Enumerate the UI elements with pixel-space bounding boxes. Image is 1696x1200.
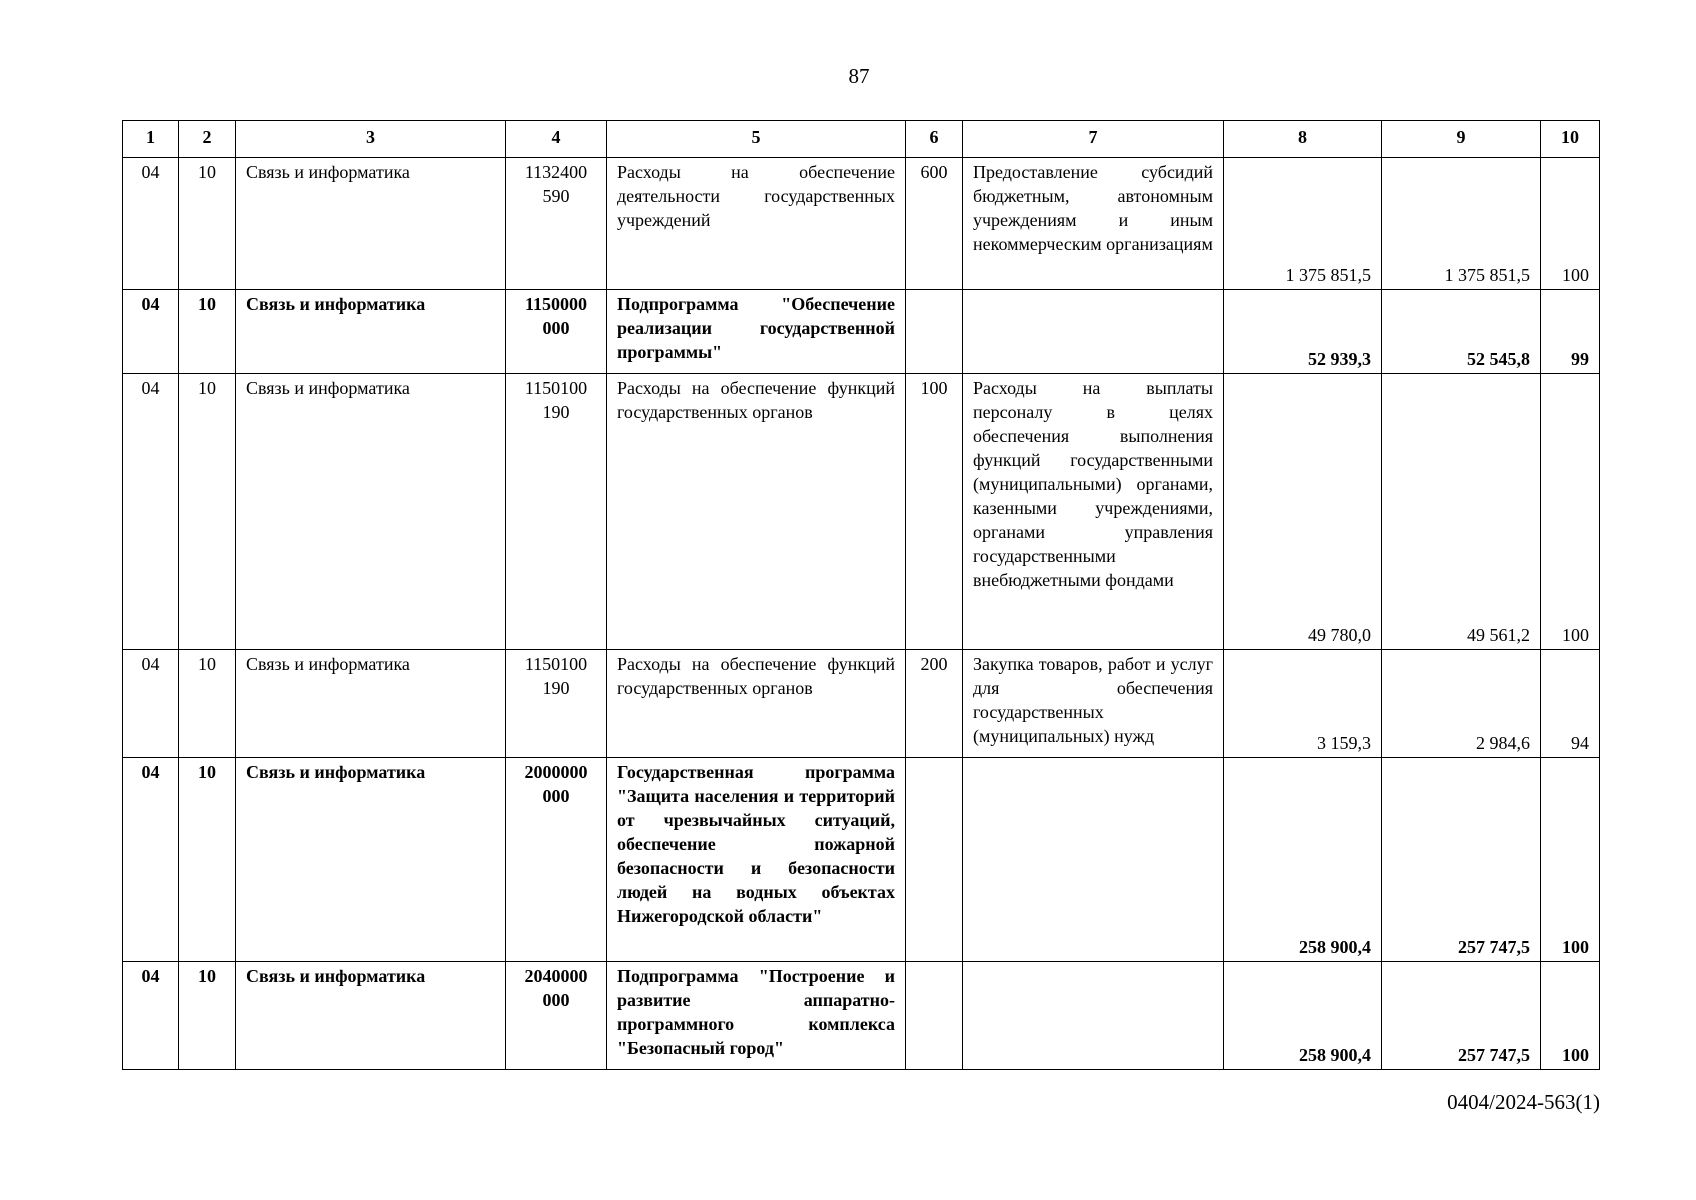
actual-amount: 52 545,8 xyxy=(1382,290,1541,374)
target-article-name: Расходы на обеспечение деятельности государственных учреждений xyxy=(607,158,906,290)
execution-percent: 100 xyxy=(1541,758,1600,962)
table-row xyxy=(123,650,1600,758)
actual-amount: 1 375 851,5 xyxy=(1382,158,1541,290)
page-number: 87 xyxy=(848,64,870,88)
section-code: 04 xyxy=(123,374,179,650)
planned-amount: 1 375 851,5 xyxy=(1224,158,1382,290)
section-name: Связь и информатика xyxy=(236,962,506,1070)
section-name: Связь и информатика xyxy=(236,290,506,374)
section-code: 04 xyxy=(123,650,179,758)
section-name: Связь и информатика xyxy=(236,758,506,962)
planned-amount: 258 900,4 xyxy=(1224,758,1382,962)
header-cell: 5 xyxy=(607,121,906,158)
table-row xyxy=(123,158,1600,290)
subsection-code: 10 xyxy=(179,962,236,1070)
execution-percent: 100 xyxy=(1541,374,1600,650)
execution-percent: 100 xyxy=(1541,962,1600,1070)
header-cell: 8 xyxy=(1224,121,1382,158)
target-article-name: Подпрограмма "Построение и развитие аппаратно-программного комплекса "Безопасный город" xyxy=(607,962,906,1070)
expense-type-name: Закупка товаров, работ и услуг для обеспечения государственных (муниципальных) нужд xyxy=(963,650,1224,758)
target-article-name: Государственная программа "Защита населения и территорий от чрезвычайных ситуаций, обеспечение пожарной безопасности и безопасности людей на водных объектах Нижегородской области" xyxy=(607,758,906,962)
execution-percent: 100 xyxy=(1541,158,1600,290)
target-article-code: 2000000 000 xyxy=(506,758,607,962)
table-row xyxy=(123,290,1600,374)
subsection-code: 10 xyxy=(179,290,236,374)
section-name: Связь и информатика xyxy=(236,158,506,290)
target-article-code: 1150100 190 xyxy=(506,374,607,650)
header-cell: 10 xyxy=(1541,121,1600,158)
target-article-name: Расходы на обеспечение функций государственных органов xyxy=(607,650,906,758)
header-cell: 3 xyxy=(236,121,506,158)
section-name: Связь и информатика xyxy=(236,374,506,650)
table-row xyxy=(123,374,1600,650)
header-cell: 7 xyxy=(963,121,1224,158)
target-article-name: Расходы на обеспечение функций государственных органов xyxy=(607,374,906,650)
target-article-code: 1132400 590 xyxy=(506,158,607,290)
actual-amount: 2 984,6 xyxy=(1382,650,1541,758)
header-cell: 6 xyxy=(906,121,963,158)
expense-type-name: Расходы на выплаты персоналу в целях обеспечения выполнения функций государственными (муниципальными) органами, казенными учреждениями, органами управления государственными внебюджетными фондами xyxy=(963,374,1224,650)
subsection-code: 10 xyxy=(179,758,236,962)
expense-type-name xyxy=(963,290,1224,374)
header-cell: 2 xyxy=(179,121,236,158)
expense-type-code: 100 xyxy=(906,374,963,650)
section-name: Связь и информатика xyxy=(236,650,506,758)
section-code: 04 xyxy=(123,158,179,290)
subsection-code: 10 xyxy=(179,158,236,290)
target-article-code: 2040000 000 xyxy=(506,962,607,1070)
planned-amount: 3 159,3 xyxy=(1224,650,1382,758)
planned-amount: 49 780,0 xyxy=(1224,374,1382,650)
header-cell: 4 xyxy=(506,121,607,158)
header-cell: 9 xyxy=(1382,121,1541,158)
header-cell: 1 xyxy=(123,121,179,158)
execution-percent: 94 xyxy=(1541,650,1600,758)
target-article-code: 1150100 190 xyxy=(506,650,607,758)
expense-type-code xyxy=(906,758,963,962)
target-article-name: Подпрограмма "Обеспечение реализации государственной программы" xyxy=(607,290,906,374)
section-code: 04 xyxy=(123,290,179,374)
subsection-code: 10 xyxy=(179,650,236,758)
table-row xyxy=(123,758,1600,962)
expense-type-code xyxy=(906,290,963,374)
budget-table xyxy=(122,120,1600,1070)
expense-type-name: Предоставление субсидий бюджетным, автономным учреждениям и иным некоммерческим организациям xyxy=(963,158,1224,290)
table-row xyxy=(123,962,1600,1070)
document-code: 0404/2024-563(1) xyxy=(1447,1090,1600,1114)
planned-amount: 258 900,4 xyxy=(1224,962,1382,1070)
target-article-code: 1150000 000 xyxy=(506,290,607,374)
actual-amount: 257 747,5 xyxy=(1382,758,1541,962)
section-code: 04 xyxy=(123,962,179,1070)
expense-type-code xyxy=(906,962,963,1070)
expense-type-code: 200 xyxy=(906,650,963,758)
actual-amount: 49 561,2 xyxy=(1382,374,1541,650)
planned-amount: 52 939,3 xyxy=(1224,290,1382,374)
actual-amount: 257 747,5 xyxy=(1382,962,1541,1070)
expense-type-name xyxy=(963,758,1224,962)
execution-percent: 99 xyxy=(1541,290,1600,374)
expense-type-name xyxy=(963,962,1224,1070)
table-header-row xyxy=(123,121,1600,158)
expense-type-code: 600 xyxy=(906,158,963,290)
section-code: 04 xyxy=(123,758,179,962)
subsection-code: 10 xyxy=(179,374,236,650)
